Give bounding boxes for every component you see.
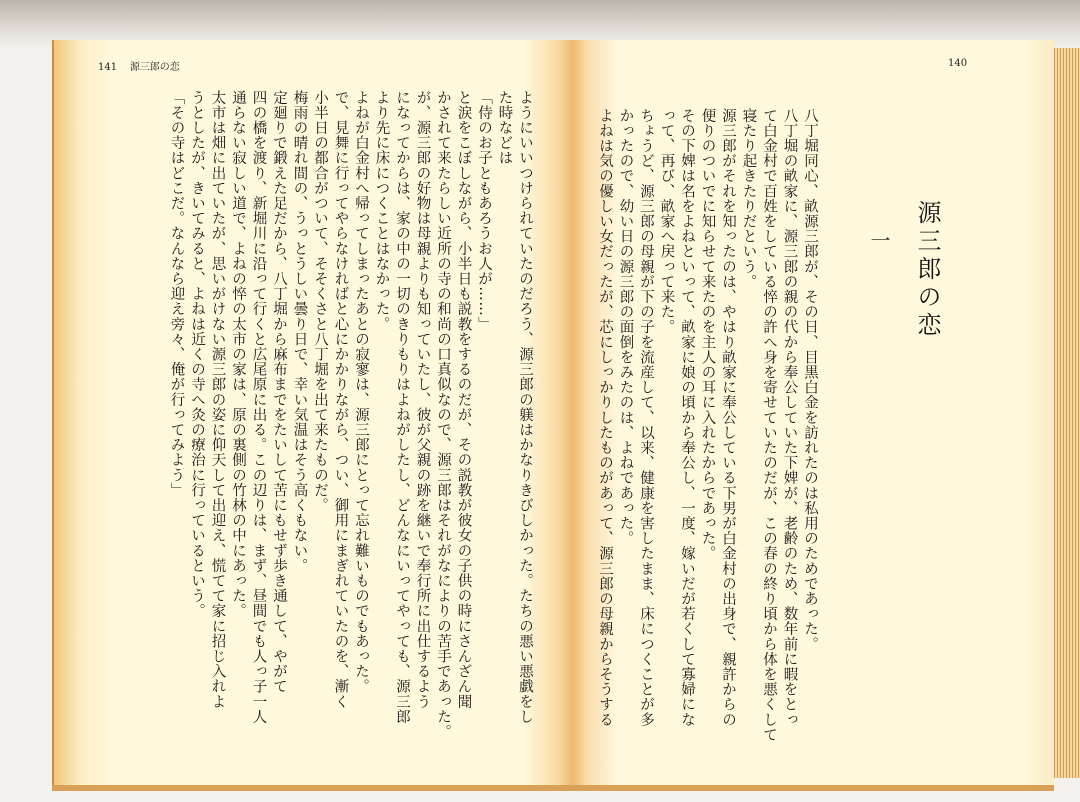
right-page-text (580, 108, 820, 748)
text-line: 太市は畑に出ていたが、思いがけない源三郎の姿に仰天して出迎え、慌てて家に招じ入れよ (209, 90, 226, 710)
text-line: かされて来たらしい近所の寺の和尚の口真似なので、源三郎はそれがなによりの苦手であった。 (435, 90, 451, 740)
text-line: うとしたが、きいてみると、よねは近くの寺へ灸の療治に行っているという。 (189, 90, 205, 619)
text-line: 寝たり起きたりだという。 (740, 108, 757, 290)
bottom-edge (52, 785, 1054, 791)
text-line: で、見舞に行ってやらなければと心にかかりながら、つい、御用にまぎれていたのを、漸く (332, 90, 349, 710)
chapter-title: 源三郎の恋 (913, 200, 941, 340)
text-line: より先に床につくことはなかった。 (373, 90, 390, 332)
text-line: 四の橋を渡り、新堀川に沿って行くと広尾原に出る。この辺りは、まず、昼間でも人っ子一人 (250, 90, 267, 725)
text-line: ちょうど、源三郎の母親が下の子を流産して、以来、健康を害したまま、床につくことが多 (638, 108, 654, 728)
text-line: 梅雨の晴れ間の、うっとうしい曇り日で、幸い気温はそう高くもない。 (291, 90, 308, 574)
text-line: その下婢は名をよねといって、畝家に娘の頃から奉公し、一度、嫁いだが若くして寡婦にな (679, 108, 695, 728)
left-page-text (95, 90, 535, 740)
text-line: ようにいいつけられていたのだろう、源三郎の躾はかなりきびしかった。たちの悪い悪戯をし (517, 90, 533, 725)
text-line: 便りのついでに知らせて来たのを主人の耳に入れたからであった。 (699, 108, 716, 561)
text-line: て白金村で百姓をしている悴の許へ身を寄せていたのだが、この春の終り頃から体を悪くして (761, 108, 777, 743)
text-line: と涙をこぼしながら、小半日も説教をするのだが、その説教が彼女の子供の時にさんざん聞 (455, 90, 472, 710)
text-line: って、再び、畝家へ戻って来た。 (658, 108, 675, 335)
left-running-head (98, 58, 180, 73)
text-line: よねが白金村へ帰ってしまったあとの寂寥は、源三郎にとって忘れ難いものでもあった。 (353, 90, 369, 694)
text-line: 八丁堀の畝家に、源三郎の親の代から奉公していた下婢が、老齢のため、数年前に暇をとっ (781, 108, 798, 728)
text-line: た時などは (496, 90, 513, 166)
text-line: よねは気の優しい女だったが、芯にしっかりしたものがあって、源三郎の母親からそうする (597, 108, 613, 728)
page-edges (1054, 48, 1080, 778)
running-head-title: 源三郎の恋 (129, 62, 180, 73)
text-line: 小半日の都合がついて、そそくさと八丁堀を出て来たものだ。 (312, 90, 328, 513)
text-line: 通らない寂しい道で、よねの悴の太市の家は、原の裏側の竹林の中にあった。 (230, 90, 246, 619)
text-line: 「その寺はどこだ。なんなら迎え旁々、俺が行ってみよう」 (168, 90, 185, 498)
text-line: 「侍のお子ともあろうお人が……」 (476, 90, 492, 332)
section-number: 一 (867, 230, 891, 250)
text-line: になってからは、家の中の一切のきりもりはよねがしたし、どんなにいってやっても、源三郎 (394, 90, 410, 725)
text-line: 源三郎がそれを知ったのは、やはり畝家に奉公している下男が白金村の出身で、親許からの (720, 108, 736, 728)
text-line: 定廻りで鍛えた足だから、八丁堀から麻布までをたいして苦にもせず歩き通して、やがて (271, 90, 287, 694)
right-folio-number: 140 (948, 58, 968, 69)
text-line: かったので、幼い日の源三郎の面倒をみたのは、よねであった。 (617, 108, 634, 546)
left-folio-number: 141 (98, 62, 118, 73)
text-line: 八丁堀同心、畝源三郎が、その日、目黒白金を訪れたのは私用のためであった。 (802, 108, 818, 652)
text-line: が、源三郎の好物は母親よりも知っていたし、彼が父親の跡を継いで奉行所に出仕するよう (414, 90, 431, 710)
